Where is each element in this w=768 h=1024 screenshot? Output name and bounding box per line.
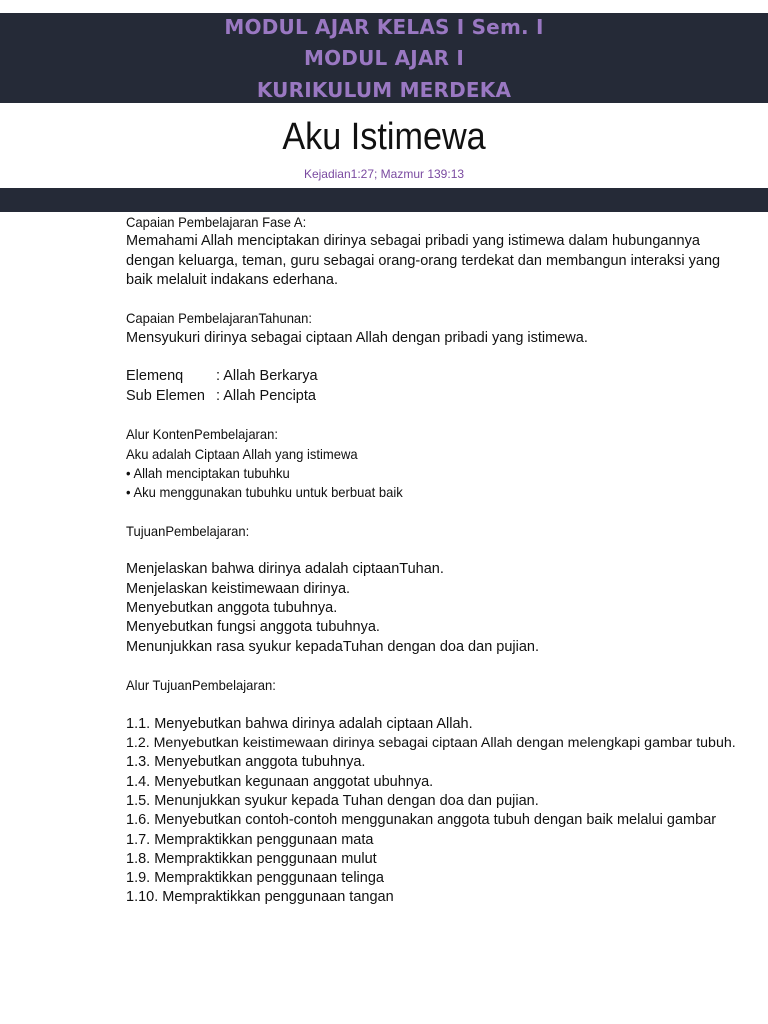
spacer <box>126 541 766 560</box>
capaian-fase-section <box>126 213 766 290</box>
tujuan-item: Menyebutkan anggota tubuhnya. <box>126 599 338 616</box>
elemen-row <box>126 367 766 386</box>
alur-tujuan-item: 1.7. Mempraktikkan penggunaan mata <box>126 831 374 848</box>
header-curriculum: KURIKULUM MERDEKA <box>256 78 512 102</box>
tujuan-item: Menjelaskan bahwa dirinya adalah ciptaanTuhan. <box>126 561 444 578</box>
alur-konten-line: Aku adalah Ciptaan Allah yang istimewa <box>126 445 358 462</box>
alur-konten-bullet: • Aku menggunakan tubuhku untuk berbuat baik <box>126 484 403 501</box>
tujuan-item: Menyebutkan fungsi anggota tubuhnya. <box>126 619 380 636</box>
elemen-section <box>126 367 766 406</box>
alur-tujuan-section <box>126 676 766 908</box>
alur-tujuan-item: 1.5. Menunjukkan syukur kepada Tuhan dengan doa dan pujian. <box>126 792 539 809</box>
alur-tujuan-heading: Alur TujuanPembelajaran: <box>126 677 276 694</box>
header-module-number: MODUL AJAR I <box>303 46 465 70</box>
sub-elemen-value: : Allah Pencipta <box>216 387 316 404</box>
alur-tujuan-item: 1.8. Mempraktikkan penggunaan mulut <box>126 850 377 867</box>
spacer <box>126 406 766 425</box>
elemen-value: : Allah Berkarya <box>216 368 318 385</box>
capaian-fase-text-line: dengan keluarga, teman, guru sebagai orang-orang terdekat dan membangun interaksi yang <box>126 252 721 269</box>
alur-konten-section <box>126 425 766 502</box>
capaian-tahunan-text: Mensyukuri dirinya sebagai ciptaan Allah dengan pribadi yang istimewa. <box>126 329 588 346</box>
spacer <box>126 657 766 676</box>
tujuan-heading: TujuanPembelajaran: <box>126 522 250 539</box>
alur-tujuan-item: 1.4. Menyebutkan kegunaan anggotat ubuhnya. <box>126 773 434 790</box>
sub-elemen-row <box>126 387 766 406</box>
capaian-tahunan-heading: Capaian PembelajaranTahunan: <box>126 310 313 327</box>
divider-band <box>0 188 768 212</box>
header-module-class: MODUL AJAR KELAS I Sem. I <box>224 15 544 39</box>
alur-tujuan-item: 1.6. Menyebutkan contoh-contoh menggunakan anggota tubuh dengan baik melalui gambar <box>126 812 717 829</box>
spacer <box>126 290 766 309</box>
alur-tujuan-item: 1.1. Menyebutkan bahwa dirinya adalah ciptaan Allah. <box>126 715 473 732</box>
capaian-fase-heading: Capaian Pembelajaran Fase A: <box>126 214 307 230</box>
alur-tujuan-item: 1.10. Mempraktikkan penggunaan tangan <box>126 889 394 906</box>
alur-tujuan-item: 1.2. Menyebutkan keistimewaan dirinya sebagai ciptaan Allah dengan melengkapi gambar tubuh. <box>126 735 736 752</box>
tujuan-section <box>126 522 766 657</box>
alur-tujuan-item: 1.3. Menyebutkan anggota tubuhnya. <box>126 754 366 771</box>
capaian-tahunan-section <box>126 309 766 348</box>
alur-konten-bullet: • Allah menciptakan tubuhku <box>126 464 290 481</box>
alur-konten-heading: Alur KontenPembelajaran: <box>126 426 278 443</box>
tujuan-item: Menjelaskan keistimewaan dirinya. <box>126 580 351 597</box>
document-body <box>126 213 766 908</box>
alur-tujuan-item: 1.9. Mempraktikkan penggunaan telinga <box>126 870 384 887</box>
tujuan-item: Menunjukkan rasa syukur kepadaTuhan dengan doa dan pujian. <box>126 638 540 655</box>
sub-elemen-label: Sub Elemen <box>126 387 205 404</box>
spacer <box>126 348 766 367</box>
spacer <box>126 502 766 521</box>
spacer <box>126 695 766 714</box>
capaian-fase-text-line: Memahami Allah menciptakan dirinya sebagai pribadi yang istimewa dalam hubungannya <box>126 233 700 250</box>
capaian-fase-text-line: baik melaluit indakans ederhana. <box>126 271 338 288</box>
bible-verse-reference: Kejadian1:27; Mazmur 139:13 <box>303 167 465 181</box>
page-title: Aku Istimewa <box>282 116 486 158</box>
elemen-label: Elemenq <box>126 368 184 385</box>
